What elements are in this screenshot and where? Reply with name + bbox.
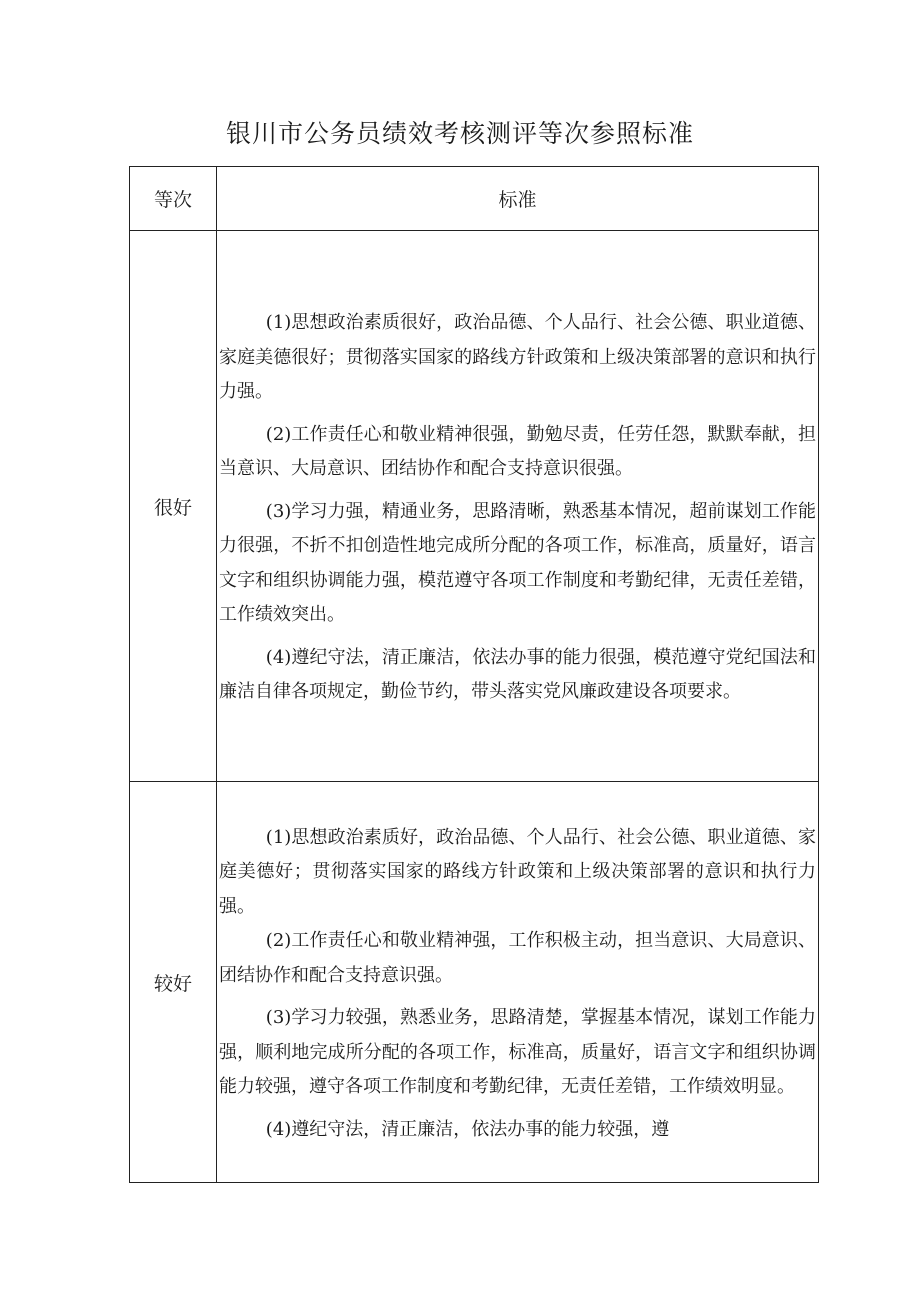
- header-grade: 等次: [130, 167, 217, 231]
- standard-item: (3)学习力较强，熟悉业务，思路清楚，掌握基本情况，谋划工作能力强，顺利地完成所分配的各项工作，标准高，质量好，语言文字和组织协调能力较强，遵守各项工作制度和考勤纪律，无责任差错，工作绩效明显。: [219, 1007, 816, 1098]
- grade-cell: 很好: [130, 231, 217, 782]
- standard-item: (4)遵纪守法，清正廉洁，依法办事的能力很强，模范遵守党纪国法和廉洁自律各项规定，勤俭节约，带头落实党风廉政建设各项要求。: [219, 646, 816, 703]
- standard-item: (4)遵纪守法，清正廉洁，依法办事的能力较强，遵: [265, 1118, 670, 1140]
- document-title: 银川市公务员绩效考核测评等次参照标准: [225, 119, 694, 148]
- table-row: [130, 231, 819, 782]
- table-row: [130, 782, 819, 1183]
- table-header-row: [130, 167, 819, 231]
- standards-table: [129, 166, 819, 1183]
- standard-item: (1)思想政治素质好，政治品德、个人品行、社会公德、职业道德、家庭美德好；贯彻落实国家的路线方针政策和上级决策部署的意识和执行力强。: [219, 826, 816, 917]
- standard-cell: [217, 231, 819, 782]
- standard-item: (2)工作责任心和敬业精神强，工作积极主动，担当意识、大局意识、团结协作和配合支持意识强。: [219, 930, 816, 986]
- standard-cell: [217, 782, 819, 1183]
- grade-cell: 较好: [130, 782, 217, 1183]
- standard-item: (1)思想政治素质很好，政治品德、个人品行、社会公德、职业道德、家庭美德很好；贯彻落实国家的路线方针政策和上级决策部署的意识和执行力强。: [219, 312, 816, 403]
- standard-item: (3)学习力强，精通业务，思路清晰，熟悉基本情况，超前谋划工作能力很强，不折不扣创造性地完成所分配的各项工作，标准高，质量好，语言文字和组织协调能力强，模范遵守各项工作制度和考勤纪律，无责任差错，工作绩效突出。: [219, 500, 816, 626]
- standard-item: (2)工作责任心和敬业精神很强，勤勉尽责，任劳任怨，默默奉献，担当意识、大局意识、团结协作和配合支持意识很强。: [219, 423, 816, 480]
- header-standard: 标准: [217, 167, 819, 231]
